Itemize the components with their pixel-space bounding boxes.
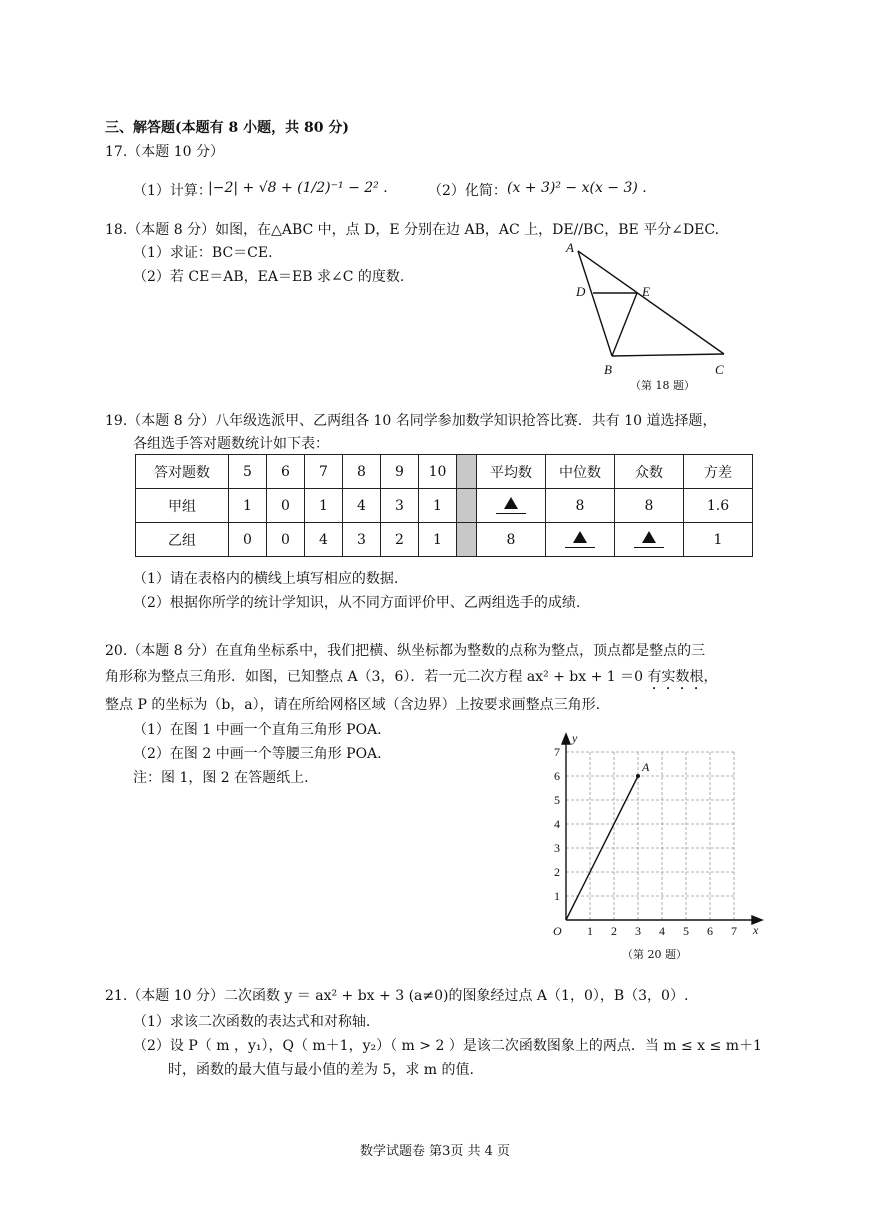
q21-heading: 21.（本题 10 分）二次函数 y ＝ ax² + bx + 3 (a≠0)的图象经过点 A（1，0），B（3，0）.: [105, 988, 689, 1004]
table-cell: 8: [615, 489, 684, 523]
q19-line1: 19.（本题 8 分）八年级选派甲、乙两组各 10 名同学参加数学知识抢答比赛．共有 10 道选择题，: [105, 413, 717, 429]
q20-line2: [105, 666, 718, 693]
q21-part2: （2）设 P（ m ，y₁），Q（ m＋1，y₂）（ m > 2 ）是该二次函数图象上的两点．当 m ≤ x ≤ m＋1: [133, 1038, 762, 1054]
q18-heading: 18.（本题 8 分）如图，在△ABC 中，点 D，E 分别在边 AB，AC 上，DE//BC，BE 平分∠DEC.: [105, 222, 720, 238]
table-cell: 2: [381, 523, 419, 557]
table-cell: 1: [229, 489, 267, 523]
table-cell-blank: [546, 523, 615, 557]
table-cell: 0: [229, 523, 267, 557]
q20-grid-figure: [540, 728, 780, 968]
triangle-icon: [573, 531, 587, 543]
q18-part1: （1）求证：BC＝CE.: [133, 245, 273, 261]
table-cell: 3: [343, 523, 381, 557]
triangle-icon: [642, 531, 656, 543]
q20-note: 注：图 1，图 2 在答题纸上.: [133, 770, 309, 786]
q20-emphasis: 有实数根: [647, 669, 704, 685]
table-cell: 0: [267, 489, 305, 523]
grid-lines: [566, 752, 734, 920]
q20-line3: 整点 P 的坐标为（b，a），请在所给网格区域（含边界）上按要求画整点三角形.: [105, 697, 601, 713]
q20-line2-end: ，: [703, 669, 718, 685]
table-cell: 8: [546, 489, 615, 523]
label-c: C: [715, 362, 724, 377]
q20-part1: （1）在图 1 中画一个直角三角形 POA.: [133, 722, 382, 738]
table-cell-blank: [477, 489, 546, 523]
table-row: [136, 523, 753, 557]
header-cell: 平均数: [477, 455, 546, 489]
table-cell: 1: [684, 523, 753, 557]
header-cell: 中位数: [546, 455, 615, 489]
header-cell: 9: [381, 455, 419, 489]
side-ab: [578, 251, 612, 356]
x-tick-label: 1: [587, 924, 593, 938]
header-cell: 方差: [684, 455, 753, 489]
segment-be: [612, 293, 637, 356]
table-cell: 3: [381, 489, 419, 523]
side-ac: [578, 251, 724, 354]
x-axis-label: x: [753, 923, 759, 937]
table-cell: 4: [305, 523, 343, 557]
table-cell: 4: [343, 489, 381, 523]
header-cell: 6: [267, 455, 305, 489]
q17-part2-expression: (x + 3)² − x(x − 3) .: [507, 180, 647, 196]
table-cell: 1: [419, 523, 457, 557]
section-title: 三、解答题(本题有 8 小题，共 80 分): [105, 120, 349, 136]
q17-part2-prefix: （2）化简：: [428, 183, 507, 199]
table-cell: 1: [419, 489, 457, 523]
q18-caption: （第 18 题）: [630, 379, 695, 392]
table-row: [136, 489, 753, 523]
answer-blank: [565, 531, 595, 548]
q21-part1: （1）求该二次函数的表达式和对称轴.: [133, 1014, 371, 1030]
y-tick-label: 6: [554, 769, 560, 783]
point-a: [636, 774, 640, 778]
label-a: A: [566, 240, 574, 255]
header-cell: 5: [229, 455, 267, 489]
x-tick-label: 4: [659, 924, 665, 938]
table-cell: 1.6: [684, 489, 753, 523]
y-tick-label: 2: [554, 865, 560, 879]
table-divider: [457, 489, 477, 523]
x-tick-label: 6: [707, 924, 713, 938]
answer-blank: [634, 531, 664, 548]
x-tick-label: 2: [611, 924, 617, 938]
table-divider: [457, 523, 477, 557]
answer-blank: [496, 497, 526, 514]
q17-part1-prefix: （1）计算：: [133, 183, 212, 199]
header-cell: 众数: [615, 455, 684, 489]
label-b: B: [604, 362, 612, 377]
q20-caption: （第 20 题）: [622, 948, 687, 961]
page-footer: 数学试题卷 第3页 共 4 页: [359, 1144, 511, 1159]
y-axis-arrow: [562, 734, 570, 744]
triangle-icon: [504, 497, 518, 509]
y-tick-label: 1: [554, 889, 560, 903]
y-tick-label: 3: [554, 841, 560, 855]
label-d: D: [576, 284, 586, 299]
table-cell-blank: [615, 523, 684, 557]
q20-part2: （2）在图 2 中画一个等腰三角形 POA.: [133, 746, 382, 762]
origin-label: O: [553, 924, 562, 938]
q18-triangle-figure: [560, 238, 740, 398]
row-label: 甲组: [136, 489, 229, 523]
q18-part2: （2）若 CE＝AB，EA＝EB 求∠C 的度数.: [133, 269, 405, 285]
y-tick-label: 4: [554, 817, 560, 831]
point-a-label: A: [642, 760, 650, 774]
header-cell: 8: [343, 455, 381, 489]
q20-line2-text: 角形称为整点三角形．如图，已知整点 A（3，6）．若一元二次方程 ax² + bx + 1 ＝0: [105, 669, 648, 685]
q20-line1: 20.（本题 8 分）在直角坐标系中，我们把横、纵坐标都为整数的点称为整点，顶点都是整点的三: [105, 643, 706, 659]
y-tick-label: 5: [554, 793, 560, 807]
table-header-row: [136, 455, 753, 489]
q19-line2: 各组选手答对题数统计如下表：: [133, 436, 329, 452]
header-cell: 7: [305, 455, 343, 489]
y-axis-label: y: [572, 731, 578, 745]
x-tick-label: 3: [635, 924, 641, 938]
label-e: E: [642, 284, 650, 299]
table-divider: [457, 455, 477, 489]
header-cell: 答对题数: [136, 455, 229, 489]
table-cell: 8: [477, 523, 546, 557]
x-tick-label: 5: [683, 924, 689, 938]
q19-part1: （1）请在表格内的横线上填写相应的数据.: [133, 571, 399, 587]
q21-part2-cont: 时，函数的最大值与最小值的差为 5，求 m 的值.: [168, 1062, 474, 1078]
q19-stats-table: [135, 454, 753, 557]
q17-part1-expression: |−2| + √8 + (1/2)⁻¹ − 2² .: [208, 180, 388, 196]
x-tick-label: 7: [731, 924, 737, 938]
q17-heading: 17.（本题 10 分）: [105, 144, 224, 160]
row-label: 乙组: [136, 523, 229, 557]
side-bc: [612, 354, 724, 356]
table-cell: 0: [267, 523, 305, 557]
header-cell: 10: [419, 455, 457, 489]
q19-part2: （2）根据你所学的统计学知识，从不同方面评价甲、乙两组选手的成绩.: [133, 595, 581, 611]
table-cell: 1: [305, 489, 343, 523]
y-tick-label: 7: [554, 745, 560, 759]
